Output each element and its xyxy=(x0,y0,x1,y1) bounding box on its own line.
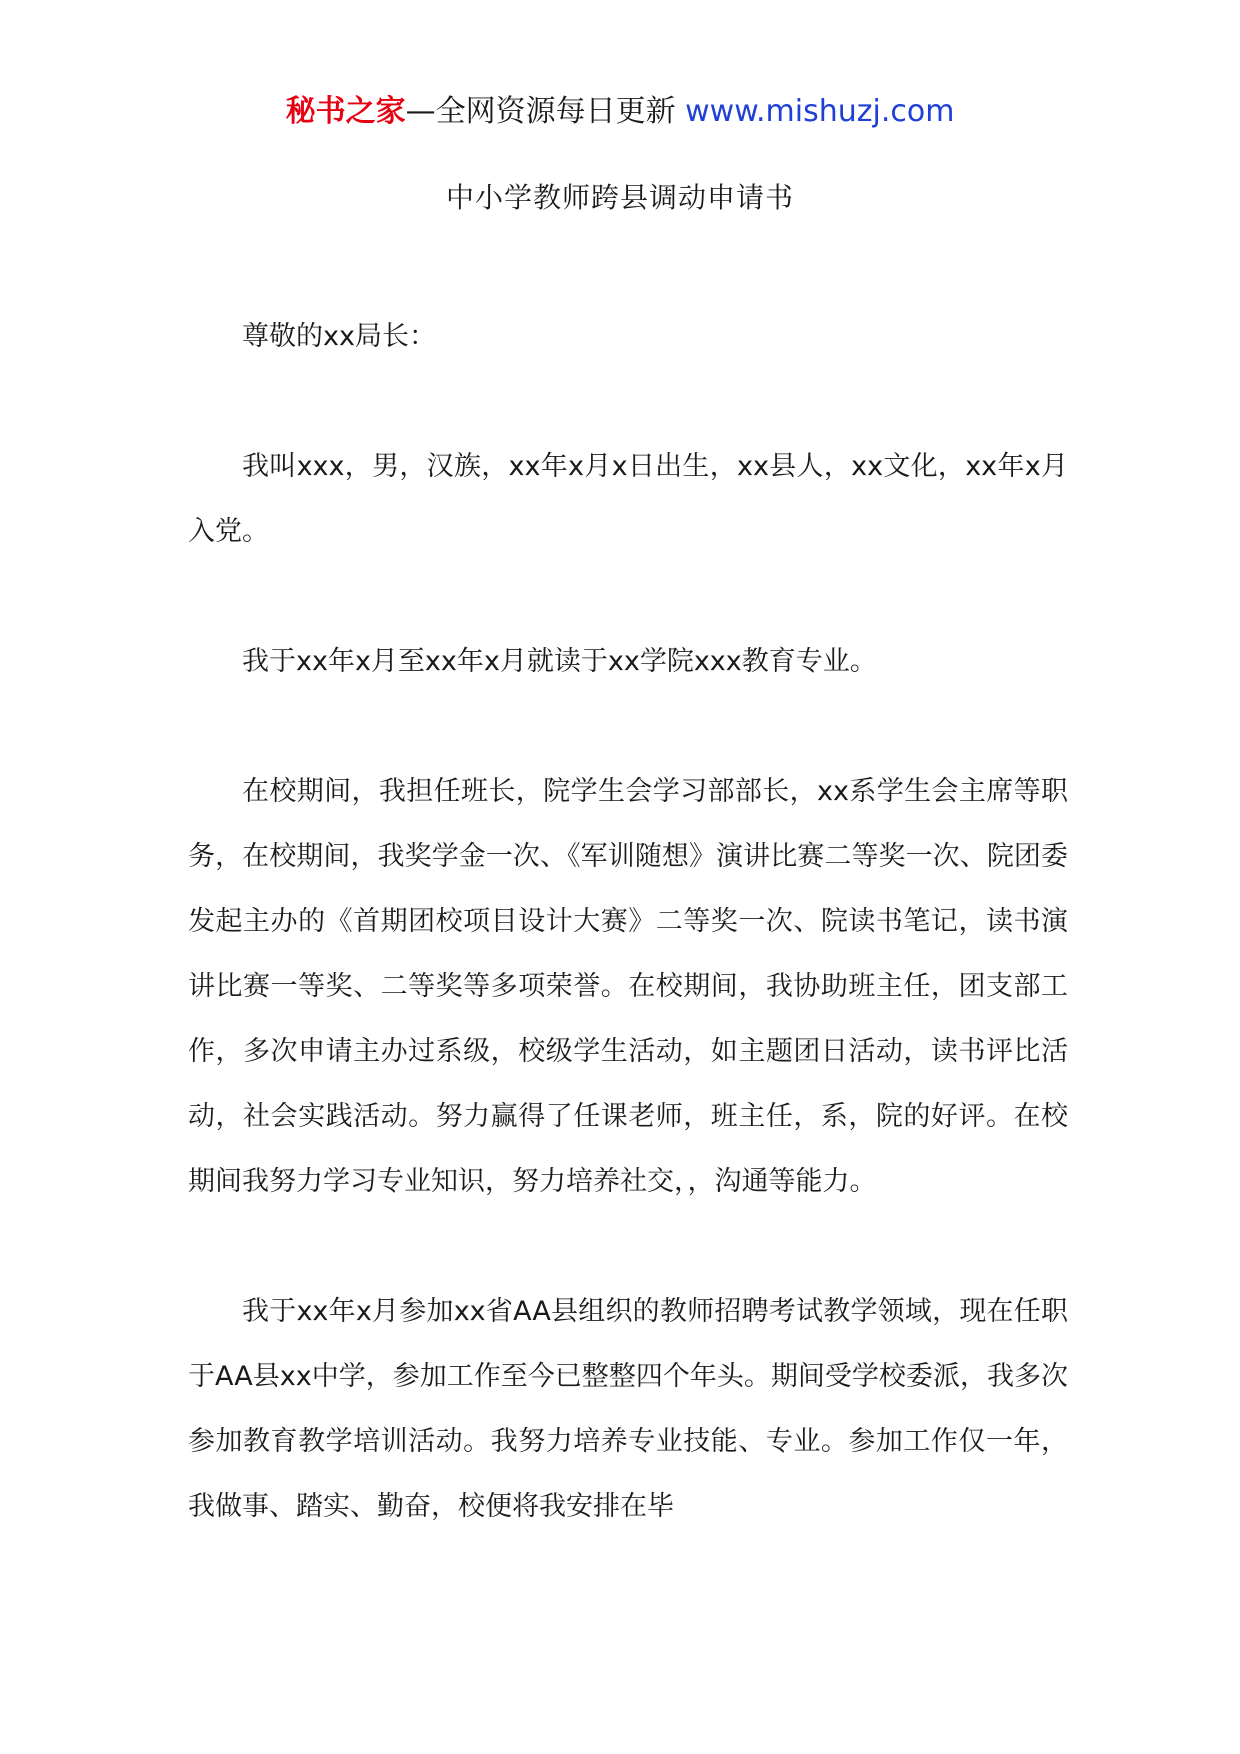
brand-name: 秘书之家 xyxy=(285,94,406,129)
site-header xyxy=(0,92,1240,132)
greeting: 尊敬的xx局长： xyxy=(242,321,436,352)
paragraph-work-experience: 我于xx年x月参加xx省AA县组织的教师招聘考试教学领域，现在任职于AA县xx中学，参加工作至今已整整四个年头。期间受学校委派，我多次参加教育教学培训活动。我努力培养专业技能、专业。参加工作仅一年，我做事、踏实、勤奋，校便将我安排在毕 xyxy=(188,1296,1068,1522)
paragraph-school-achievements: 在校期间，我担任班长，院学生会学习部部长，xx系学生会主席等职务，在校期间，我奖学金一次、《军训随想》演讲比赛二等奖一次、院团委发起主办的《首期团校项目设计大赛》二等奖一次、院读书笔记，读书演讲比赛一等奖、二等奖等多项荣誉。在校期间，我协助班主任，团支部工作，多次申请主办过系级，校级学生活动，如主题团日活动，读书评比活动，社会实践活动。努力赢得了任课老师，班主任，系，院的好评。在校期间我努力学习专业知识，努力培养社交，，沟通等能力。 xyxy=(188,776,1068,1197)
paragraph-personal-info: 我叫xxx，男，汉族，xx年x月x日出生，xx县人，xx文化，xx年x月入党。 xyxy=(188,451,1068,547)
site-url-link[interactable]: www.mishuzj.com xyxy=(685,94,955,129)
header-tagline: —全网资源每日更新 xyxy=(405,94,686,129)
document-title: 中小学教师跨县调动申请书 xyxy=(445,181,794,214)
paragraph-education: 我于xx年x月至xx年x月就读于xx学院xxx教育专业。 xyxy=(242,646,877,677)
document-body xyxy=(188,304,1068,1604)
